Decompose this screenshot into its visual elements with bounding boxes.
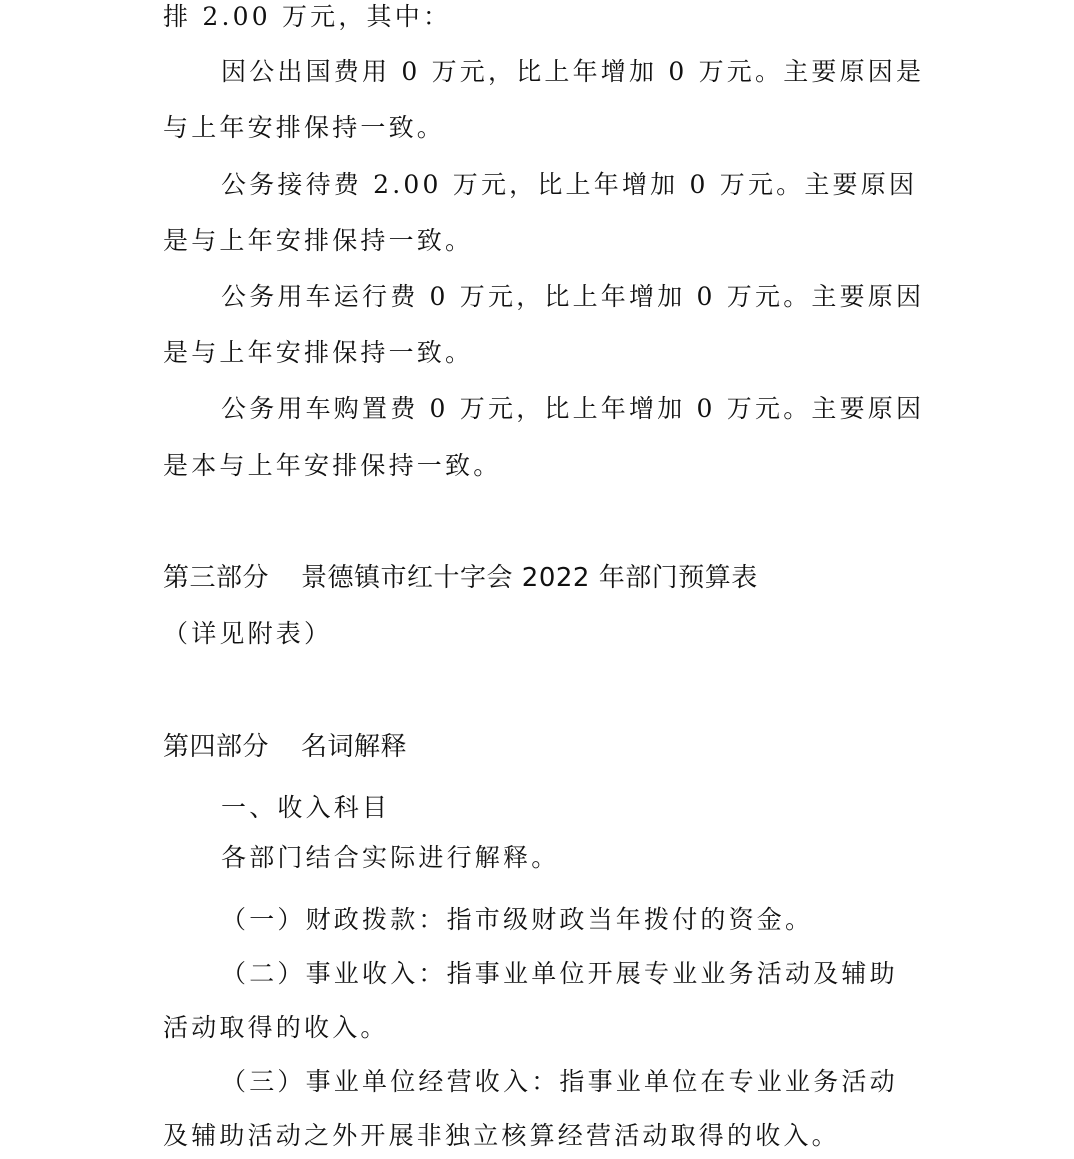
text-line: 排 2.00 万元，其中： [163, 2, 452, 31]
part-label: 第三部分 [163, 563, 270, 593]
text-line: 因公出国费用 0 万元，比上年增加 0 万元。主要原因是 [221, 57, 925, 86]
text-line: 与上年安排保持一致。 [163, 113, 446, 142]
list-item: （三）事业单位经营收入：指事业单位在专业业务活动 [221, 1067, 898, 1096]
text-line: 是与上年安排保持一致。 [163, 338, 474, 367]
appendix-note: （详见附表） [163, 619, 333, 648]
text-line: 公务用车运行费 0 万元，比上年增加 0 万元。主要原因 [221, 282, 925, 311]
text-line: 公务用车购置费 0 万元，比上年增加 0 万元。主要原因 [221, 394, 925, 423]
text-line: 公务接待费 2.00 万元，比上年增加 0 万元。主要原因 [221, 170, 918, 199]
text-line: 及辅助活动之外开展非独立核算经营活动取得的收入。 [163, 1121, 840, 1150]
list-item: （一）财政拨款：指市级财政当年拨付的资金。 [221, 905, 814, 934]
text-line: 活动取得的收入。 [163, 1013, 389, 1042]
section-heading-part4 [163, 730, 923, 764]
part-title: 名词解释 [301, 732, 408, 762]
part-label: 第四部分 [163, 732, 270, 762]
part-title: 景德镇市红十字会 2022 年部门预算表 [301, 563, 758, 593]
section-heading-part3 [163, 561, 923, 595]
list-item: （二）事业收入：指事业单位开展专业业务活动及辅助 [221, 959, 898, 988]
text-line: 是与上年安排保持一致。 [163, 226, 474, 255]
subsection-heading: 一、收入科目 [221, 793, 391, 822]
text-line: 各部门结合实际进行解释。 [221, 843, 560, 872]
text-line: 是本与上年安排保持一致。 [163, 451, 502, 480]
